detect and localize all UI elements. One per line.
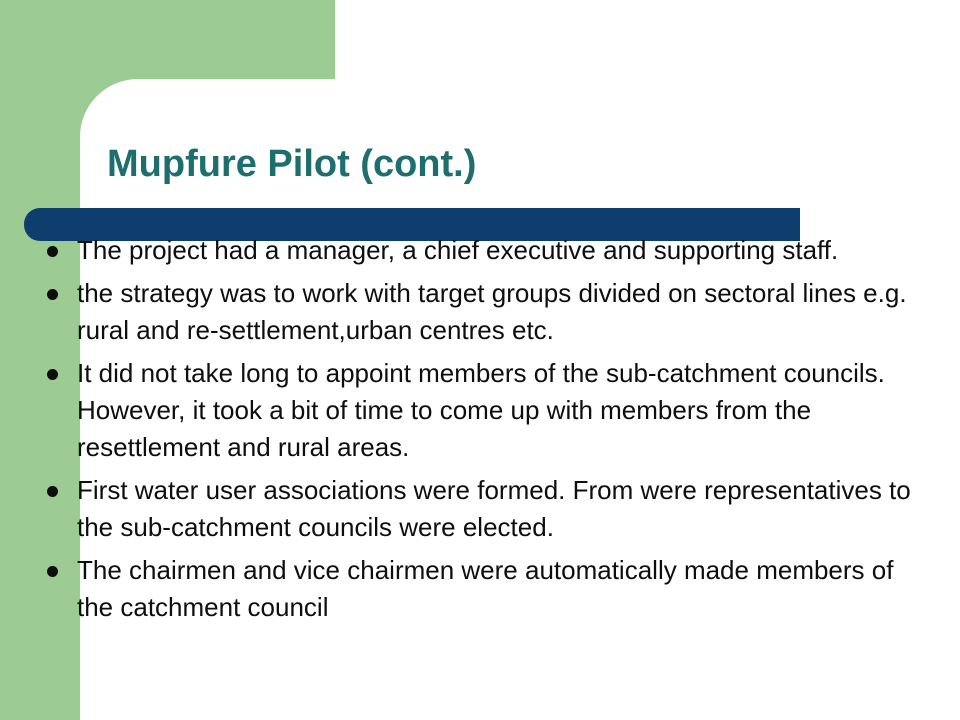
- bullet-text: the strategy was to work with target groups divided on sectoral lines e.g. rural and re-settlement,urban centres etc.: [77, 278, 907, 345]
- bullet-item: [0, 232, 917, 269]
- bullet-dot-icon: [47, 486, 58, 497]
- bullet-dot-icon: [47, 369, 58, 380]
- bullet-item: [0, 472, 917, 546]
- bullet-item: [0, 552, 917, 626]
- bullet-text: First water user associations were formed. From were representatives to the sub-catchment councils were elected.: [77, 475, 911, 542]
- bullet-dot-icon: [47, 289, 58, 300]
- slide-title: Mupfure Pilot (cont.): [107, 143, 477, 185]
- bullet-text: It did not take long to appoint members of the sub-catchment councils. However, it took a bit of time to come up with members from the resettlement and rural areas.: [77, 358, 885, 462]
- bullet-dot-icon: [47, 246, 58, 257]
- bullet-item: [0, 355, 917, 466]
- bullet-item: [0, 275, 917, 349]
- bullet-text: The project had a manager, a chief executive and supporting staff.: [77, 235, 839, 265]
- bullet-list: [0, 232, 917, 632]
- bullet-text: The chairmen and vice chairmen were automatically made members of the catchment council: [77, 555, 894, 622]
- bullet-dot-icon: [47, 566, 58, 577]
